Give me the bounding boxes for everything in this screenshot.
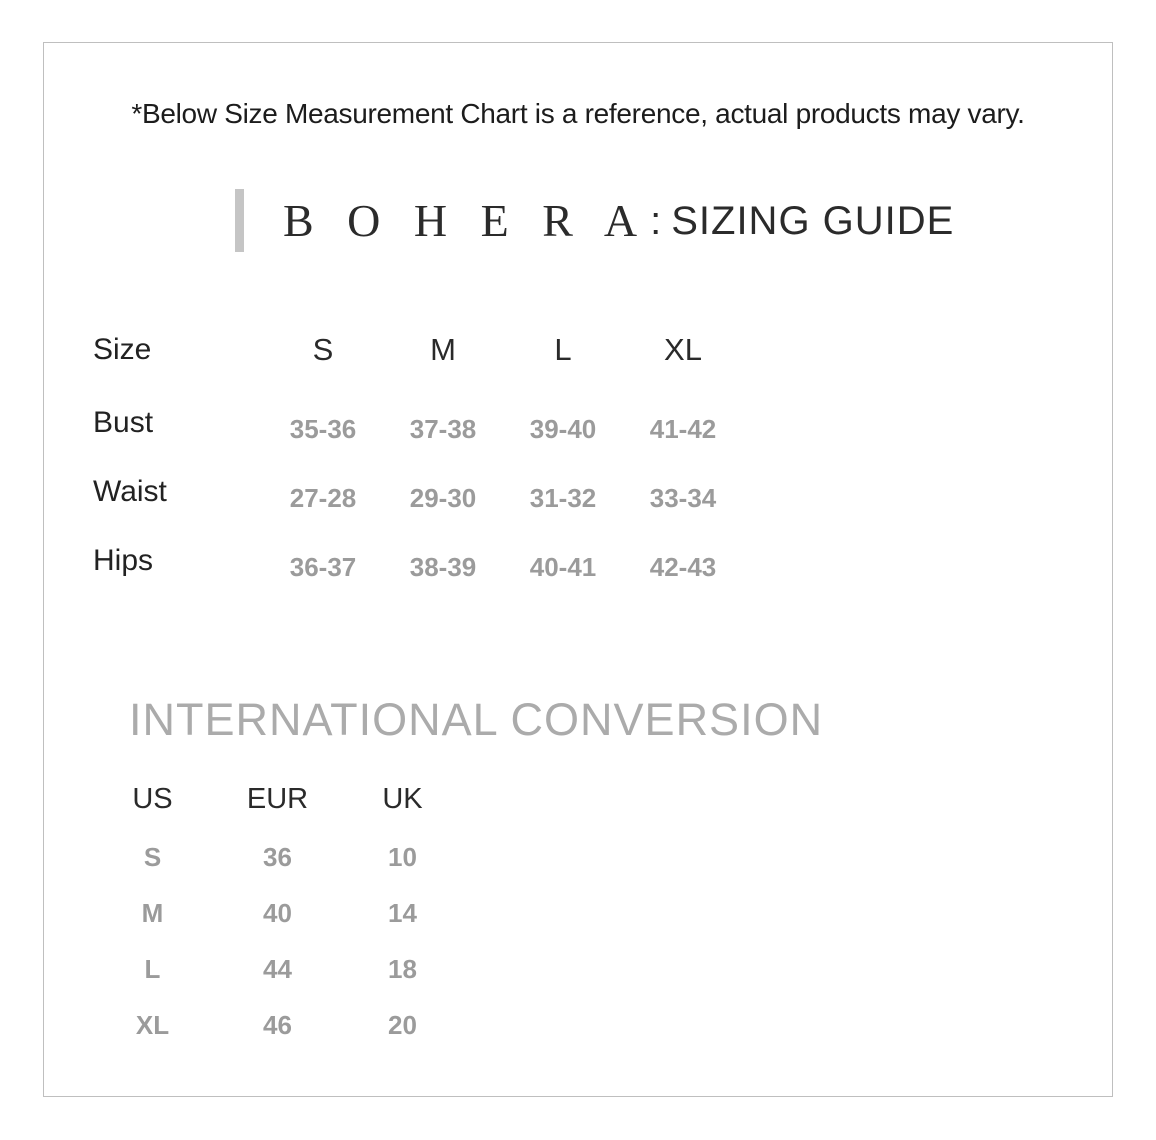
conversion-header-us: US bbox=[132, 782, 173, 815]
brand-name: B O H E R A bbox=[283, 194, 649, 246]
title-separator: : bbox=[650, 198, 662, 243]
size-measurement-table bbox=[93, 312, 743, 595]
title-row bbox=[235, 189, 954, 252]
conversion-value: S bbox=[143, 841, 162, 872]
conversion-value: L bbox=[144, 953, 161, 984]
conversion-value: 20 bbox=[388, 1009, 417, 1040]
size-chart-value: 41-42 bbox=[649, 414, 717, 444]
conversion-value: 18 bbox=[388, 953, 417, 984]
size-chart-header-xl: XL bbox=[664, 332, 702, 367]
disclaimer-text: *Below Size Measurement Chart is a reference, actual products may vary. bbox=[131, 98, 1025, 129]
conversion-value: 14 bbox=[388, 897, 417, 928]
size-chart-value: 27-28 bbox=[289, 483, 357, 513]
size-chart-value: 37-38 bbox=[409, 414, 477, 444]
size-chart-value: 40-41 bbox=[529, 552, 597, 582]
size-chart-value: 36-37 bbox=[289, 552, 357, 582]
size-chart-header-label: Size bbox=[93, 333, 152, 366]
conversion-value: 46 bbox=[263, 1009, 292, 1040]
size-chart-value: 35-36 bbox=[289, 414, 357, 444]
size-chart-row-label-hips: Hips bbox=[93, 543, 154, 577]
size-chart-value: 42-43 bbox=[649, 552, 717, 582]
size-chart-header-s: S bbox=[312, 332, 334, 367]
size-chart-header-m: M bbox=[430, 332, 456, 367]
size-chart-value: 38-39 bbox=[409, 552, 477, 582]
size-chart-value: 33-34 bbox=[649, 483, 717, 513]
conversion-value: 40 bbox=[263, 897, 292, 928]
conversion-value: 36 bbox=[263, 841, 292, 872]
conversion-value: M bbox=[141, 897, 164, 928]
size-chart-row-label-waist: Waist bbox=[93, 474, 167, 508]
conversion-header-eur: EUR bbox=[246, 782, 309, 815]
size-chart-value: 39-40 bbox=[529, 414, 597, 444]
size-chart-row-label-bust: Bust bbox=[93, 405, 154, 439]
conversion-header-uk: UK bbox=[382, 782, 423, 815]
international-conversion-heading: INTERNATIONAL CONVERSION bbox=[129, 694, 824, 745]
conversion-value: 10 bbox=[388, 841, 417, 872]
size-chart-header-l: L bbox=[554, 332, 572, 367]
size-chart-value: 31-32 bbox=[529, 483, 597, 513]
size-chart-value: 29-30 bbox=[409, 483, 477, 513]
sizing-guide-title: SIZING GUIDE bbox=[671, 198, 955, 243]
conversion-value: XL bbox=[135, 1009, 170, 1040]
brand-accent-bar bbox=[235, 189, 244, 252]
conversion-value: 44 bbox=[263, 953, 292, 984]
conversion-table bbox=[90, 769, 465, 1053]
